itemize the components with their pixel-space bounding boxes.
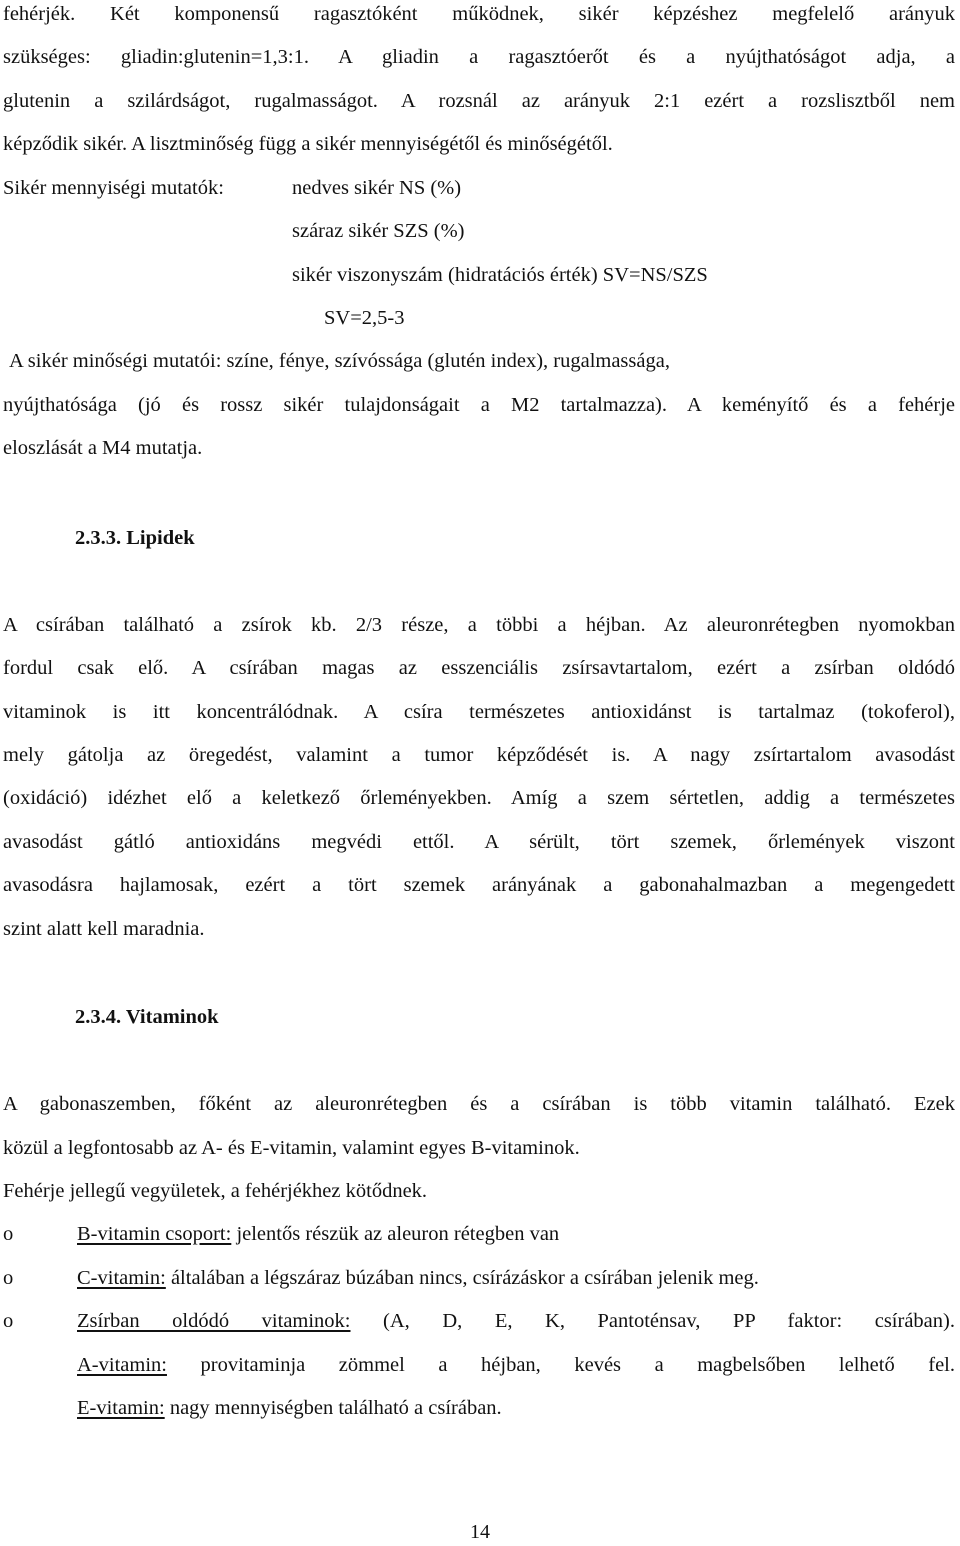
siker-mutato-item-2: száraz sikér SZS (%)	[292, 220, 465, 242]
page-number: 14	[470, 1521, 490, 1543]
bullet-marker: o	[3, 1267, 14, 1289]
bullet-item-b-vitamin	[77, 1220, 955, 1248]
bullet-text: jelentős részük az aleuron rétegben van	[231, 1223, 560, 1245]
bullet-item-c-vitamin	[77, 1264, 955, 1292]
sub-item-term: E-vitamin:	[77, 1397, 165, 1419]
bullet-text: általában a légszáraz búzában nincs, csírázáskor a csírában jelenik meg.	[165, 1267, 759, 1289]
bullet-term: C-vitamin:	[77, 1267, 166, 1289]
bullet-marker: o	[3, 1310, 14, 1332]
lipidek-line-2: fordul csak elő. A csírában magas az esszenciális zsírsavtartalom, ezért a zsírban oldódó	[3, 657, 955, 679]
lipidek-line-3: vitaminok is itt koncentrálódnak. A csíra természetes antioxidánst is tartalmaz (tokoferol),	[3, 701, 955, 723]
vitaminok-line-1: A gabonaszemben, főként az aleuronrétegben és a csírában is több vitamin található. Ezek	[3, 1093, 955, 1115]
paragraph-2-line-3: eloszlását a M4 mutatja.	[3, 437, 203, 459]
lipidek-line-4: mely gátolja az öregedést, valamint a tumor képződését is. A nagy zsírtartalom avasodást	[3, 744, 955, 766]
lipidek-line-7: avasodásra hajlamosak, ezért a tört szemek arányának a gabonahalmazban a megengedett	[3, 874, 955, 896]
paragraph-1-line-2: szükséges: gliadin:glutenin=1,3:1. A gliadin a ragasztóerőt és a nyújthatóságot adja, a	[3, 46, 955, 68]
paragraph-1-line-1: fehérjék. Két komponensű ragasztóként működnek, sikér képzéshez megfelelő arányuk	[3, 3, 955, 25]
siker-mutato-item-3: sikér viszonyszám (hidratációs érték) SV=NS/SZS	[292, 264, 708, 286]
sub-item-text: provitaminja zömmel a héjban, kevés a magbelsőben lelhető fel.	[166, 1354, 955, 1376]
bullet-term: B-vitamin csoport:	[77, 1223, 232, 1245]
sub-item-a-vitamin	[77, 1351, 955, 1379]
bullet-item-zsirban-oldodo	[77, 1307, 955, 1335]
lipidek-line-5: (oxidáció) idézhet elő a keletkező őrleményekben. Amíg a szem sértetlen, addig a természetes	[3, 787, 955, 809]
bullet-term: Zsírban oldódó vitaminok:	[77, 1310, 351, 1332]
lipidek-line-6: avasodást gátló antioxidáns megvédi ettől. A sérült, tört szemek, őrlemények viszont	[3, 831, 955, 853]
lipidek-line-1: A csírában található a zsírok kb. 2/3 része, a többi a héjban. Az aleuronrétegben nyomokban	[3, 614, 955, 636]
paragraph-1-line-4: képződik sikér. A lisztminőség függ a sikér mennyiségétől és minőségétől.	[3, 133, 613, 155]
sv-value: SV=2,5-3	[324, 307, 405, 329]
vitaminok-line-3: Fehérje jellegű vegyületek, a fehérjékhez kötődnek.	[3, 1180, 428, 1202]
bullet-text: (A, D, E, K, Pantoténsav, PP faktor: csírában).	[350, 1310, 955, 1332]
siker-mutato-item-1: nedves sikér NS (%)	[292, 177, 462, 199]
sub-item-text: nagy mennyiségben található a csírában.	[164, 1397, 502, 1419]
lipidek-line-8: szint alatt kell maradnia.	[3, 918, 205, 940]
section-heading-vitaminok: 2.3.4. Vitaminok	[75, 1006, 219, 1028]
paragraph-2-line-1: A sikér minőségi mutatói: színe, fénye, szívóssága (glutén index), rugalmassága,	[9, 350, 670, 372]
sub-item-term: A-vitamin:	[77, 1354, 167, 1376]
siker-mutatok-label: Sikér mennyiségi mutatók:	[3, 177, 224, 199]
bullet-marker: o	[3, 1223, 14, 1245]
paragraph-2-line-2: nyújthatósága (jó és rossz sikér tulajdonságait a M2 tartalmazza). A keményítő és a fehérje	[3, 394, 955, 416]
section-heading-lipidek: 2.3.3. Lipidek	[75, 527, 195, 549]
sub-item-e-vitamin	[77, 1394, 955, 1422]
vitaminok-line-2: közül a legfontosabb az A- és E-vitamin, valamint egyes B-vitaminok.	[3, 1137, 580, 1159]
paragraph-1-line-3: glutenin a szilárdságot, rugalmasságot. A rozsnál az arányuk 2:1 ezért a rozslisztből nem	[3, 90, 955, 112]
